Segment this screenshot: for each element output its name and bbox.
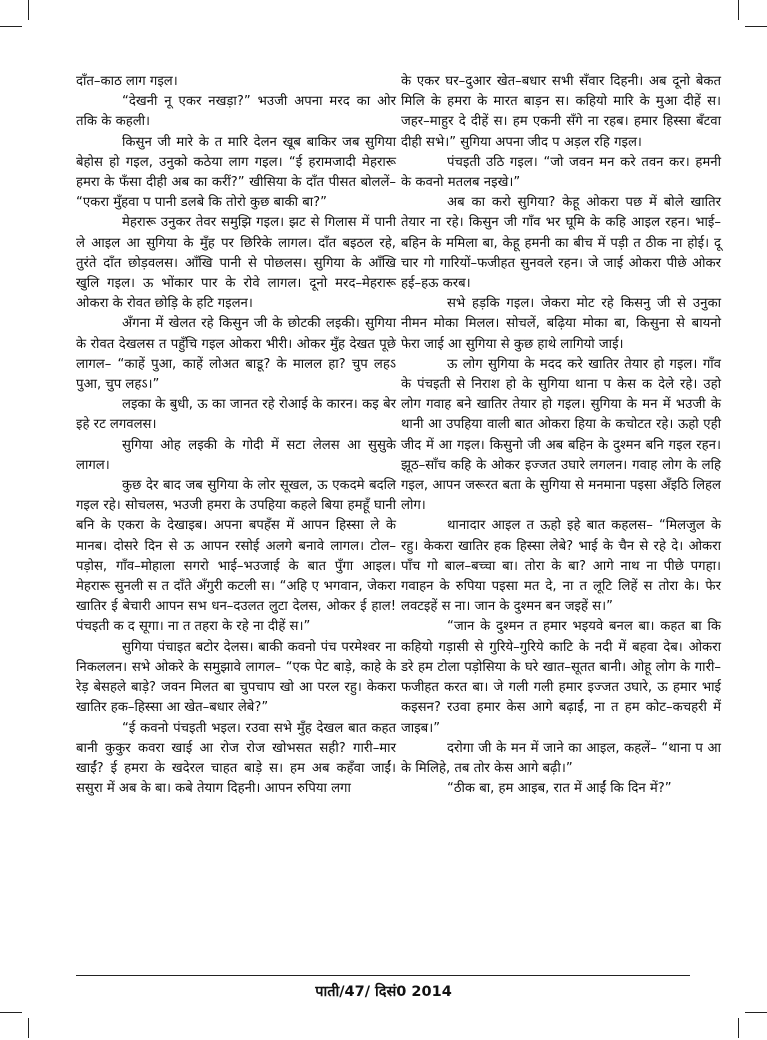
crop-mark (738, 1018, 739, 1038)
crop-mark (0, 26, 22, 27)
crop-mark (745, 26, 767, 27)
paragraph: अँगना में खेलत रहे किसुन जी के छोटकी लइकी। सुगिया के रोवत देखलस त पहुँचि गइल ओकरा भीरी। ओकर मुँह देखत पूछे लागल– “काहें पुआ, काहें लोअत बाडू? के मालल हा? चुप लहऽ पुआ, चुप लहऽ।” (76, 316, 396, 393)
crop-mark (0, 1012, 22, 1013)
paragraph: “ठीक बा, हम आइब, रात में आईं कि दिन में?” (447, 781, 672, 797)
footer-rule (76, 975, 690, 976)
crop-mark (745, 1012, 767, 1013)
paragraph: किसुन जी मारे के त मारि देलन खूब बाकिर जब सुगिया बेहोस हो गइल, उनुको कठेया लाग गइल। “ई हरामजादी मेहरारू हमरा के फँसा दीही अब का करीं?” खीसिया के दाँत पीसत बोललें– “एकरा मुँहवा प पानी डलबे कि तोरो कुछ बाकी बा?” (76, 134, 396, 211)
paragraph: लइका के बुधी, ऊ का जानत रहे रोआई के कारन। कइ बेर इहे रट लगवलस। (76, 397, 396, 433)
paragraph: अब का करो सुगिया? केहू ओकरा पछ में बोले खातिर तेयार ना रहे। किसुन जी गाँव भर घूमि के कहि आइल रहन। भाई–बहिन के ममिला बा, केहू हमनी का बीच में पड़ी त ठीक ना होई। दू चार गो गारियों–फजीहत सुनवले रहन। जे जाई ओकरा पीछे ओकर हई–हऊ करब। (401, 195, 721, 292)
paragraph: ऊ लोग सुगिया के मदद करे खातिर तेयार हो गइल। गाँव के पंचइती से निराश हो के सुगिया थाना प केस क देले रहे। उहो लोग गवाह बने खातिर तेयार हो गइल। सुगिया के मन में भउजी के थानी आ उपहिया वाली बात ओकरा हिया के कचोटत रहे। ऊहो एही जीद में आ गइल। किसुनो जी अब बहिन के दुश्मन बनि गइल रहन। झूठ–साँच कहि के ओकर इज्जत उघारे लगलन। गवाह लोग के लहि गइल, आपन जरूरत बता के सुगिया से मनमाना पइसा अँइठि लिहल लोग। (401, 356, 721, 514)
paragraph: “देखनी नू एकर नखड़ा?” भउजी अपना मरद का ओर तकि के कहली। (76, 94, 396, 130)
paragraph: दाँत–काठ लाग गइल। (76, 74, 178, 89)
paragraph: सुगिया ओह लइकी के गोदी में सटा लेलस आ सुसुके लागल। (76, 437, 396, 473)
paragraph: सभे हड़कि गइल। जेकरा मोट रहे किसनु जी से उनुका नीमन मोका मिलल। सोचलें, बढ़िया मोका बा, किसुना से बायनो फेरा जाई आ सुगिया से कुछ हाथे लागियो जाई। (401, 296, 721, 352)
paragraph: दरोगा जी के मन में जाने का आइल, कहलें– “थाना प आ के मिलिहे, तब तोर केस आगे बढ़ी।” (401, 740, 721, 776)
crop-mark (28, 0, 29, 20)
paragraph: मेहरारू उनुकर तेवर समुझि गइल। झट से गिलास में पानी ले आइल आ सुगिया के मुँह पर छिरिके लागल। दाँत बइठल रहे, तुरंते दाँत छोड़वलस। आँखि पानी से पोछलस। सुगिया के आँखि खुलि गइल। ऊ भोंकार पार के रोवे लागल। दूनो मरद–मेहरारू ओकरा के रोवत छोड़ि के हटि गइलन। (76, 215, 396, 312)
paragraph: “जान के दुश्मन त हमार भइयवे बनल बा। कहत बा कि कहियो गड़ासी से गुरिये–गुरिये काटि के नदी में बहवा देब। ओकरा डरे हम टोला पड़ोसिया के घरे खात–सूतत बानी। ओहू लोग के गारी–फजीहत करत बा। जे गली गली हमार इज्जत उघारे, ऊ हमार भाई कइसन? रउवा हमार केस आगे बढ़ाईं, ना त हम कोट–कचहरी में जाइब।” (401, 619, 721, 736)
page-footer: पाती/47/ दिसं0 2014 (315, 984, 452, 1000)
paragraph: कुछ देर बाद जब सुगिया के लोर सूखल, ऊ एकदमे बदलि गइल रहे। सोचलस, भउजी हमरा के उपहिया कहले बिया हमहूँ घानी बनि के एकरा के देखाइब। अपना बपहँस में आपन हिस्सा ले के मानब। दोसरे दिन से ऊ आपन रसोई अलगे बनावे लागल। टोल–पड़ोस, गाँव–मोहाला सगरो भाई–भउजाई के बात पुँगा आइल। मेहरारू सुनली स त दाँते अँगुरी कटली स। “अहि ए भगवान, जेकरा खातिर ई बेचारी आपन सभ धन–दउलत लुटा देलस, ओकर ई हाल! पंचइती क द सूगा। ना त तहरा के रहे ना दीहें स।” (76, 478, 396, 635)
crop-mark (28, 1018, 29, 1038)
paragraph: पंचइती उठि गइल। “जो जवन मन करे तवन कर। हमनी के कवनो मतलब नइखे।” (401, 154, 721, 191)
crop-mark (738, 0, 739, 20)
paragraph: थानादार आइल त ऊहो इहे बात कहलस– “मिलजुल के रहु। केकरा खातिर हक हिस्सा लेबे? भाई के चैन से रहे दे। ओकरा पाँच गो बाल–बच्चा बा। तोरा के बा? आगे नाथ ना पीछे पगहा। गवाहन के रुपिया पइसा मत दे, ना त लूटि लिहें स तोरा के। फेर लवटइहें स ना। जान के दुश्मन बन जइहें स।” (401, 518, 721, 615)
paragraph: “ई कवनो पंचइती भइल। रउवा सभे मुँह देखल बात कहत बानी कुकुर कवरा खाई आ रोज रोज खोभसत सही? गारी–मार खाईं? ई हमरा के खदेरल चाहत बाड़े स। हम अब कहँवा जाईं। ससुरा में अब के बा। कबे तेयाग दिहनी। आपन रुपिया लगा (76, 720, 396, 797)
paragraph: सुगिया पंचाइत बटोर देलस। बाकी कवनो पंच परमेश्वर ना निकललन। सभे ओकरे के समुझावे लागल– “एक पेट बाड़े, काहे के रेड़ बेसहले बाड़े? जवन मिलत बा चुपचाप खो आ परल रहु। केकरा खातिर हक–हिस्सा आ खेत–बधार लेबे?” (76, 639, 396, 716)
paragraph: के एकर घर–दुआर खेत–बधार सभी सँवार दिहनी। अब दूनो बेकत मिलि के हमरा के मारत बाड़न स। कहियो मारि के मुआ दीहें स। जहर–माहुर दे दीहें स। हम एकनी सँगे ना रहब। हमार हिस्सा बँटवा दीही सभे।” सुगिया अपना जीद प अड़ल रहि गइल। (401, 74, 721, 150)
right-column (401, 72, 721, 799)
left-column (76, 72, 396, 799)
